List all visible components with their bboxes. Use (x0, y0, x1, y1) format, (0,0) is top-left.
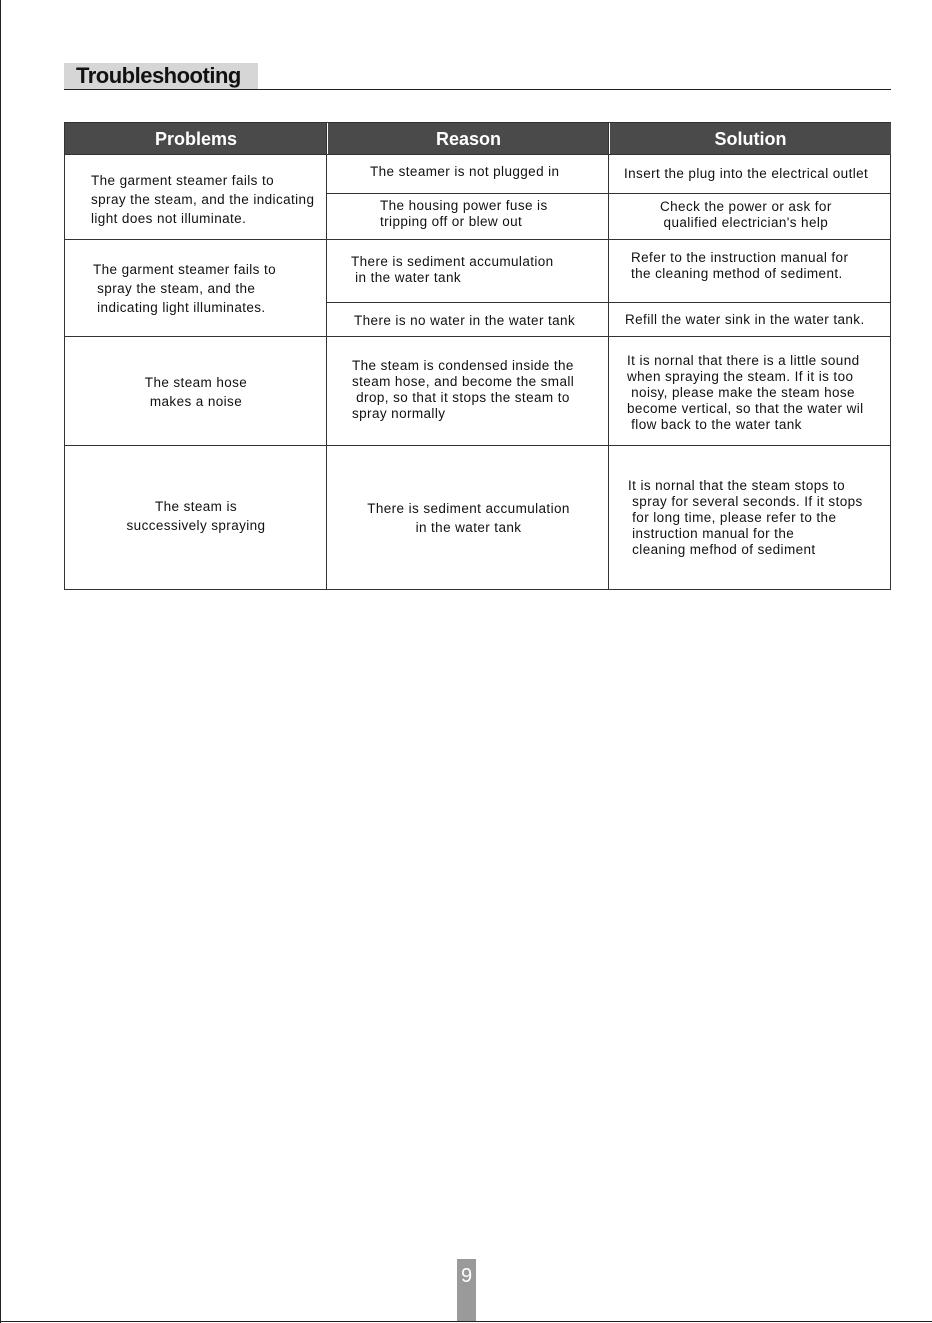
problem-cell: The steam hose makes a noise (144, 375, 248, 409)
solution-cell: Refer to the instruction manual for the cleaning method of sediment. (631, 250, 849, 281)
row-divider (65, 239, 890, 240)
title-underline (64, 89, 891, 90)
row-divider (327, 302, 890, 303)
page-left-border (0, 0, 1, 1323)
header-problems: Problems (65, 123, 327, 155)
row-divider (65, 336, 890, 337)
reason-cell: There is sediment accumulation in the water tank (351, 254, 554, 285)
solution-cell: It is nornal that the steam stops to spray for several seconds. If it stops for long time, please refer to the instruction manual for the cleaning mefhod of sediment (628, 478, 863, 557)
reason-cell: There is sediment accumulation in the water tank (367, 501, 570, 535)
reason-cell: The steam is condensed inside the steam hose, and become the small drop, so that it stops the steam to spray normally (352, 358, 575, 421)
problem-cell: The garment steamer fails to spray the steam, and the indicating light illuminates. (93, 262, 277, 315)
reason-cell: The housing power fuse is tripping off or blew out (380, 198, 548, 229)
troubleshooting-table (64, 122, 891, 590)
header-reason: Reason (328, 123, 609, 155)
row-divider (327, 193, 890, 194)
header-solution: Solution (610, 123, 891, 155)
problem-cell: The garment steamer fails to spray the steam, and the indicating light does not illuminate. (91, 173, 315, 226)
problem-cell: The steam is successively spraying (126, 499, 266, 533)
reason-cell: The steamer is not plugged in (370, 164, 560, 179)
solution-cell: Check the power or ask for qualified electrician's help (660, 199, 832, 230)
row-divider (65, 445, 890, 446)
page-number: 9 (460, 1265, 473, 1287)
page-bottom-border (0, 1321, 932, 1322)
solution-cell: Insert the plug into the electrical outlet (624, 166, 869, 181)
reason-cell: There is no water in the water tank (354, 313, 576, 328)
row-divider (65, 154, 890, 155)
solution-cell: Refill the water sink in the water tank. (625, 312, 865, 327)
solution-cell: It is nornal that there is a little sound when spraying the steam. If it is too noisy, please make the steam hose become vertical, so that the water wil flow back to the water tank (627, 353, 864, 432)
page-title: Troubleshooting (76, 63, 241, 88)
